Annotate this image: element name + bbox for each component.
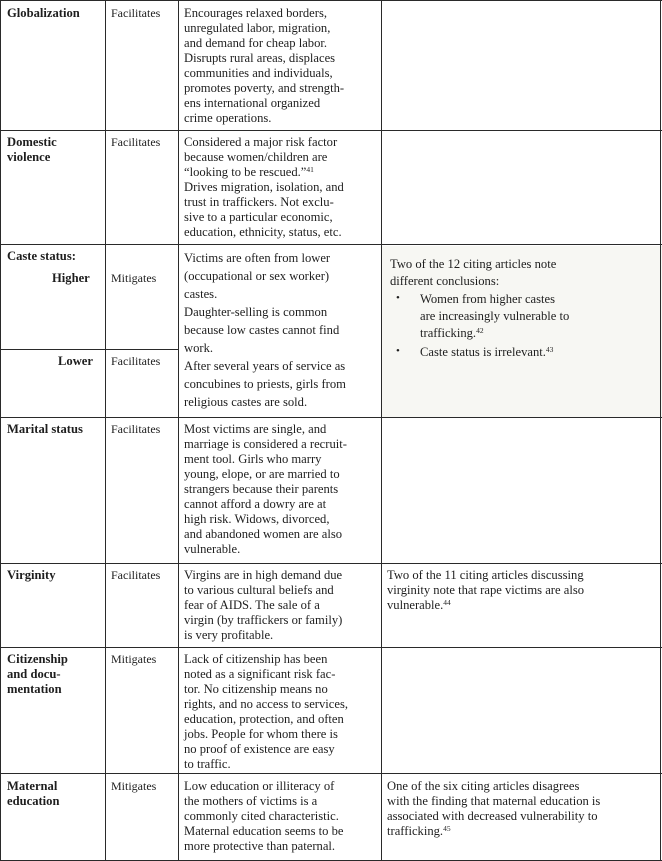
subfactor-label-higher: Higher	[52, 271, 90, 285]
description-text: Victims are often from lower (occupational or sex worker) castes. Daughter-selling is common because low castes cannot find work. After several years of service as concubines to priests, girls from religious castes are sold.	[184, 251, 346, 409]
row-divider	[0, 417, 662, 418]
row-divider	[0, 563, 662, 564]
note-bullet-item: Caste status is irrelevant.$^{43}$	[420, 345, 554, 359]
notes-text: Two of the 11 citing articles discussing virginity note that rape victims are also vulnerable.$^{44}$	[387, 568, 585, 612]
factor-label: Maternal education	[7, 779, 60, 808]
subfactor-label-lower: Lower	[58, 354, 93, 368]
effect-label: Facilitates	[111, 6, 161, 20]
effect-label: Facilitates	[111, 354, 161, 368]
row-divider	[0, 0, 662, 1]
factor-label: Citizenship and docu- mentation	[7, 652, 68, 696]
description-text: Encourages relaxed borders, unregulated labor, migration, and demand for cheap labor. Disrupts rural areas, displaces communities and individuals, promotes poverty, and strength- ens international organized crime operations.	[184, 6, 345, 125]
note-bullet-item: Women from higher castes are increasingly vulnerable to trafficking.$^{42}$	[420, 292, 570, 340]
bullet: •	[396, 345, 400, 357]
bullet: •	[396, 292, 400, 304]
description-text: Lack of citizenship has been noted as a significant risk fac- tor. No citizenship means no rights, and no access to services, education, protection, and often jobs. People for whom there is no proof of existence are easy to traffic.	[184, 652, 349, 771]
footnote-marker: 42	[476, 326, 484, 335]
description-text: Low education or illiteracy of the mothers of victims is a commonly cited characteristic. Maternal education seems to be more protective than paternal.	[184, 779, 344, 853]
effect-label: Facilitates	[111, 135, 161, 149]
footnote-marker: 41	[306, 165, 314, 174]
description-text: Considered a major risk factor because women/children are “looking to be rescued.”$^{41}$ Drives migration, isolation, and trust in traffickers. Not exclu- sive to a particular economic, education, ethnicity, status, etc.	[184, 135, 344, 239]
footnote-marker: 44	[443, 598, 451, 607]
factor-label: Marital status	[7, 422, 83, 436]
effect-label: Mitigates	[111, 271, 157, 285]
factor-label: Virginity	[7, 568, 56, 582]
footnote-marker: 45	[443, 824, 451, 833]
notes-text: One of the six citing articles disagrees with the finding that maternal education is associated with decreased vulnerability to trafficking.$^{45}$	[387, 779, 601, 838]
footnote-marker: 43	[545, 345, 554, 354]
subrow-divider	[0, 349, 178, 350]
row-divider	[0, 130, 662, 131]
row-divider	[0, 773, 662, 774]
row-divider	[0, 244, 662, 245]
row-divider	[0, 647, 662, 648]
factor-label: Caste status:	[7, 249, 76, 263]
effect-label: Mitigates	[111, 779, 157, 793]
notes-text: Two of the 12 citing articles note different conclusions:	[390, 257, 557, 288]
effect-label: Facilitates	[111, 568, 161, 582]
effect-label: Facilitates	[111, 422, 161, 436]
factor-label: Domestic violence	[7, 135, 57, 164]
description-text: Virgins are in high demand due to various cultural beliefs and fear of AIDS. The sale of a virgin (by traffickers or family) is very profitable.	[184, 568, 343, 642]
factor-label: Globalization	[7, 6, 80, 20]
description-text: Most victims are single, and marriage is considered a recruit- ment tool. Girls who marry young, elope, or are married to strangers because their parents cannot afford a dowry are at high risk. Widows, divorced, and abandoned women are also vulnerable.	[184, 422, 347, 556]
effect-label: Mitigates	[111, 652, 157, 666]
